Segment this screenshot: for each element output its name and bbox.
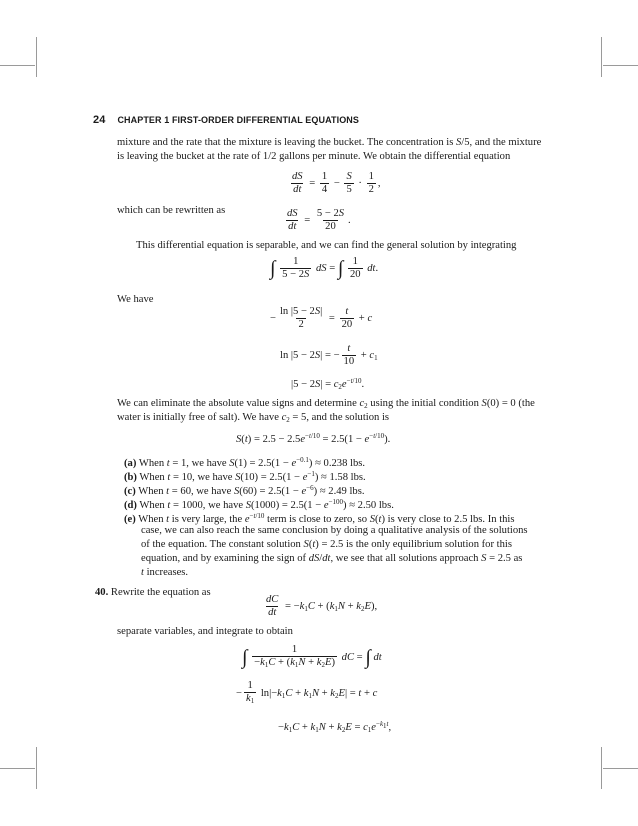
paragraph-line: case, we can also reach the same conclusion by doing a qualitative analysis of the solutions — [141, 525, 528, 536]
equation-2: $\frac{dS}{dt}$ = $\frac{5 - 2S}{20}$ . — [287, 208, 351, 232]
crop-mark — [0, 65, 35, 66]
crop-mark — [601, 37, 602, 77]
crop-mark — [36, 747, 37, 789]
paragraph-line: t increases. — [141, 567, 189, 578]
paragraph-line: is leaving the bucket at the rate of 1/2 gallons per minute. We obtain the differential equation — [117, 151, 511, 162]
exercise-text: Rewrite the equation as — [110, 587, 211, 598]
paragraph-line: which can be rewritten as — [117, 205, 226, 216]
paragraph-line: mixture and the rate that the mixture is leaving the bucket. The concentration is S/5, and the mixture — [117, 137, 542, 148]
paragraph-line: equation, and by examining the sign of dS/dt, we see that all solutions approach S = 2.5 as — [141, 553, 523, 564]
crop-mark — [0, 768, 35, 769]
equation-8: $\frac{dC}{dt}$ = $-k_1C + (k_1N + k_2E)$, — [266, 594, 378, 618]
equation-11: $-k_1C + k_1N + k_2E = c_1e^{-k_1t}$, — [278, 720, 392, 734]
crop-mark — [36, 37, 37, 77]
equation-6: $|5 - 2S| = c_2e^{-t/10}$. — [291, 377, 365, 391]
part-e: (e) When t is very large, the $e^{-t/10}$ term is close to zero, so S(t) is very close to 2.5 lbs. In this — [124, 512, 515, 525]
equation-3: ∫ $\frac{1}{5 - 2S}$ dS = ∫ $\frac{1}{20}$ dt. — [270, 256, 379, 280]
paragraph-line: We can eliminate the absolute value signs and determine $c_2$ using the initial condition S(0) = 0 (the — [117, 398, 535, 410]
crop-mark — [603, 65, 638, 66]
paragraph-line: This differential equation is separable, and we can find the general solution by integrating — [136, 240, 517, 251]
crop-mark — [603, 768, 638, 769]
equation-5: ln |5 − 2S| = − $\frac{t}{10}$ + $c_1$ — [280, 343, 378, 367]
equation-4: − $\frac{\ln |5 - 2S|}{2}$ = $\frac{t}{20}$ + c — [270, 306, 373, 330]
page-number: 24 — [93, 114, 106, 126]
running-header — [93, 114, 359, 126]
part-b: (b) When t = 10, we have $S(10) = 2.5(1 - e^{-1}) \approx 1.58$ lbs. — [124, 470, 366, 483]
chapter-title: CHAPTER 1 FIRST-ORDER DIFFERENTIAL EQUATIONS — [117, 115, 360, 125]
crop-mark — [601, 747, 602, 789]
paragraph-line: We have — [117, 294, 154, 305]
equation-7: $S(t) = 2.5 - 2.5e^{-t/10} = 2.5(1 - e^{-t/10})$. — [236, 432, 391, 445]
exercise-40 — [95, 586, 211, 600]
paragraph-line: water is initially free of salt). We have $c_2 = 5$, and the solution is — [117, 412, 390, 424]
equation-9: ∫ $\frac{1}{-k_1C + (k_1N + k_2E)}$ dC = ∫ dt — [242, 644, 382, 669]
equation-10: − $\frac{1}{k_1}$ $\ln|-k_1C + k_1N + k_2E| = t + c$ — [236, 680, 378, 705]
paragraph-line: separate variables, and integrate to obtain — [117, 626, 293, 637]
part-c: (c) When t = 60, we have $S(60) = 2.5(1 - e^{-6}) \approx 2.49$ lbs. — [124, 484, 365, 497]
equation-1: $\frac{dS}{dt}$ = $\frac{1}{4}$ − $\frac{S}{5}$ · $\frac{1}{2}$ , — [292, 171, 381, 195]
part-d: (d) When t = 1000, we have $S(1000) = 2.5(1 - e^{-100}) \approx 2.50$ lbs. — [124, 498, 394, 511]
paragraph-line: of the equation. The constant solution S(t) = 2.5 is the only equilibrium solution for this — [141, 539, 512, 550]
part-a: (a) When t = 1, we have $S(1) = 2.5(1 - e^{-0.1}) \approx 0.238$ lbs. — [124, 456, 366, 469]
exercise-number: 40. — [95, 587, 109, 598]
